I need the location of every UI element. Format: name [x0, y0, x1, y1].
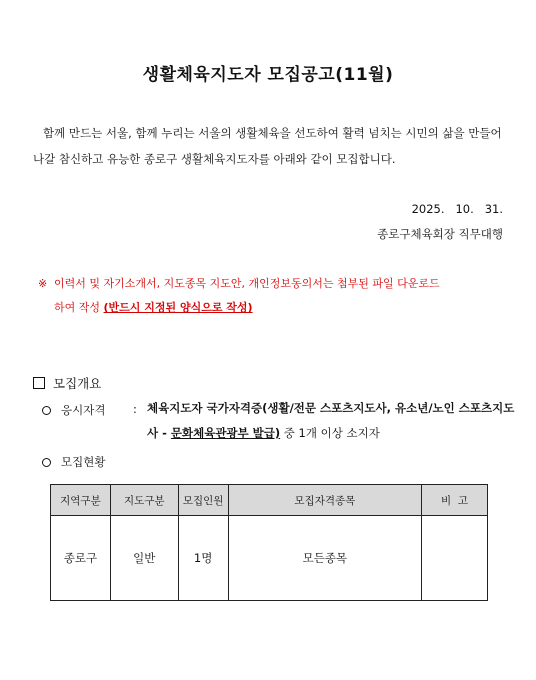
square-bullet-icon — [33, 377, 45, 389]
table-header: 지역구분 — [51, 485, 111, 516]
intro-paragraph: 함께 만드는 서울, 함께 누리는 서울의 생활체육을 선도하여 활력 넘치는 시민의 삶을 만들어 나갈 참신하고 유능한 종로구 생활체육지도자를 아래와 같이 모집합니다. — [33, 126, 502, 166]
announcement-date: 2025. 10. 31. — [411, 202, 503, 216]
recruitment-table — [50, 484, 488, 601]
table-cell — [422, 516, 488, 601]
section-heading — [33, 374, 101, 392]
table-header: 모집인원 — [178, 485, 228, 516]
qualification-item — [42, 402, 523, 446]
table-cell: 종로구 — [51, 516, 111, 601]
qualification-main: 체육지도자 국가자격증(생활/전문 스포츠지도사, 유소년/노인 스포츠지도사 - — [147, 401, 515, 440]
table-header: 모집자격종목 — [228, 485, 421, 516]
qualification-colon: : — [133, 402, 137, 416]
issuer-name: 종로구체육회장 직무대행 — [377, 227, 503, 241]
circle-bullet-icon — [42, 458, 51, 467]
table-header-row — [51, 485, 488, 516]
notice-line1: 이력서 및 자기소개서, 지도종목 지도안, 개인정보동의서는 첨부된 파일 다운로드 — [54, 277, 440, 290]
notice-mark: ※ — [38, 277, 48, 290]
notice-line2 — [38, 296, 508, 320]
qualification-value — [147, 396, 523, 446]
section-title: 모집개요 — [53, 376, 102, 391]
status-label: 모집현황 — [61, 455, 106, 469]
qualification-tail: 중 1개 이상 소지자 — [280, 426, 380, 440]
qualification-underlined: 문화체육관광부 발급) — [170, 426, 281, 440]
page-title: 생활체육지도자 모집공고(11월) — [142, 65, 394, 85]
table-header: 지도구분 — [110, 485, 178, 516]
table-cell: 1명 — [178, 516, 228, 601]
table-header: 비 고 — [422, 485, 488, 516]
qualification-label: 응시자격 — [61, 403, 106, 417]
table-row — [51, 516, 488, 601]
circle-bullet-icon — [42, 406, 51, 415]
table-cell: 모든종목 — [228, 516, 421, 601]
table-cell: 일반 — [110, 516, 178, 601]
status-item — [42, 454, 105, 470]
notice-emphasis: (반드시 지정된 양식으로 작성) — [103, 301, 253, 314]
notice-line2-prefix: 하여 작성 — [54, 301, 104, 314]
notice-block — [38, 272, 508, 320]
